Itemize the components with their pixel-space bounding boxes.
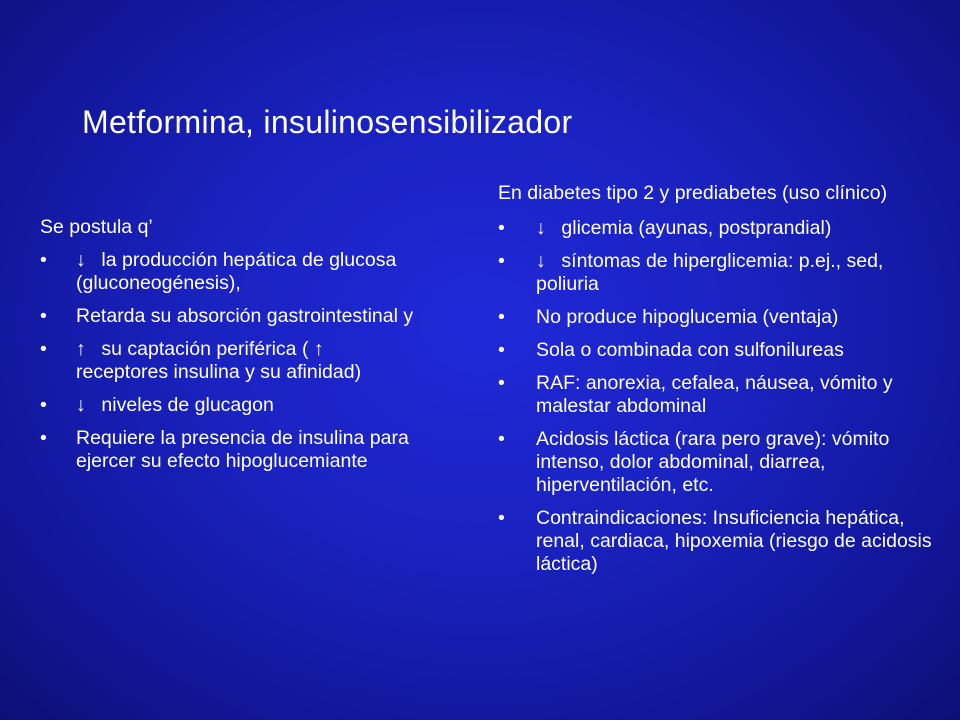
list-item-text: Requiere la presencia de insulina para ejercer su efecto hipoglucemiante <box>76 427 409 472</box>
bullet-icon: • <box>498 250 505 272</box>
list-item <box>40 305 420 328</box>
list-item-text: RAF: anorexia, cefalea, náusea, vómito y malestar abdominal <box>536 372 893 417</box>
left-bullet-list <box>40 249 420 473</box>
list-item-text: Retarda su absorción gastrointestinal y <box>76 305 414 327</box>
arrow-down-icon: ↓ <box>76 394 86 416</box>
arrow-up-icon: ↑ <box>313 338 324 360</box>
list-item <box>40 338 420 384</box>
bullet-icon: • <box>498 372 505 394</box>
bullet-icon: • <box>40 394 47 416</box>
list-item-text: glicemia (ayunas, postprandial) <box>561 217 832 239</box>
bullet-icon: • <box>40 305 47 327</box>
list-item-text-continued: receptores insulina y su afinidad) <box>76 361 362 383</box>
arrow-up-icon: ↑ <box>76 338 86 360</box>
list-item-text: la producción hepática de glucosa (gluconeogénesis), <box>76 249 397 294</box>
right-intro: En diabetes tipo 2 y prediabetes (uso clínico) <box>498 182 888 204</box>
arrow-down-icon: ↓ <box>536 217 546 239</box>
bullet-icon: • <box>498 217 505 239</box>
bullet-icon: • <box>498 339 505 361</box>
arrow-down-icon: ↓ <box>536 250 546 272</box>
list-item <box>498 250 938 296</box>
list-item <box>40 249 420 295</box>
list-item <box>40 394 420 417</box>
list-item-text: síntomas de hiperglicemia: p.ej., sed, poliuria <box>536 250 884 295</box>
list-item <box>498 339 938 362</box>
list-item-text: Acidosis láctica (rara pero grave): vómito intenso, dolor abdominal, diarrea, hiperventilación, etc. <box>536 428 890 496</box>
list-item-text: No produce hipoglucemia (ventaja) <box>536 306 839 328</box>
list-item <box>498 306 938 329</box>
left-column <box>40 216 420 483</box>
list-item <box>498 372 938 418</box>
list-item <box>498 217 938 240</box>
bullet-icon: • <box>40 338 47 360</box>
list-item-text: niveles de glucagon <box>101 394 274 416</box>
slide-title: Metformina, insulinosensibilizador <box>82 104 573 140</box>
bullet-icon: • <box>498 428 505 450</box>
right-bullet-list <box>498 217 938 576</box>
list-item-text: Contraindicaciones: Insuficiencia hepática, renal, cardiaca, hipoxemia (riesgo de acidosis láctica) <box>536 507 932 575</box>
bullet-icon: • <box>40 249 47 271</box>
list-item-text: Sola o combinada con sulfonilureas <box>536 339 844 361</box>
arrow-down-icon: ↓ <box>76 249 86 271</box>
right-column <box>498 182 938 586</box>
bullet-icon: • <box>498 507 505 529</box>
bullet-icon: • <box>498 306 505 328</box>
left-intro: Se postula q’ <box>40 216 153 238</box>
list-item <box>40 427 420 473</box>
bullet-icon: • <box>40 427 47 449</box>
list-item <box>498 428 938 497</box>
list-item <box>498 507 938 576</box>
list-item-text: su captación periférica ( <box>101 338 309 360</box>
